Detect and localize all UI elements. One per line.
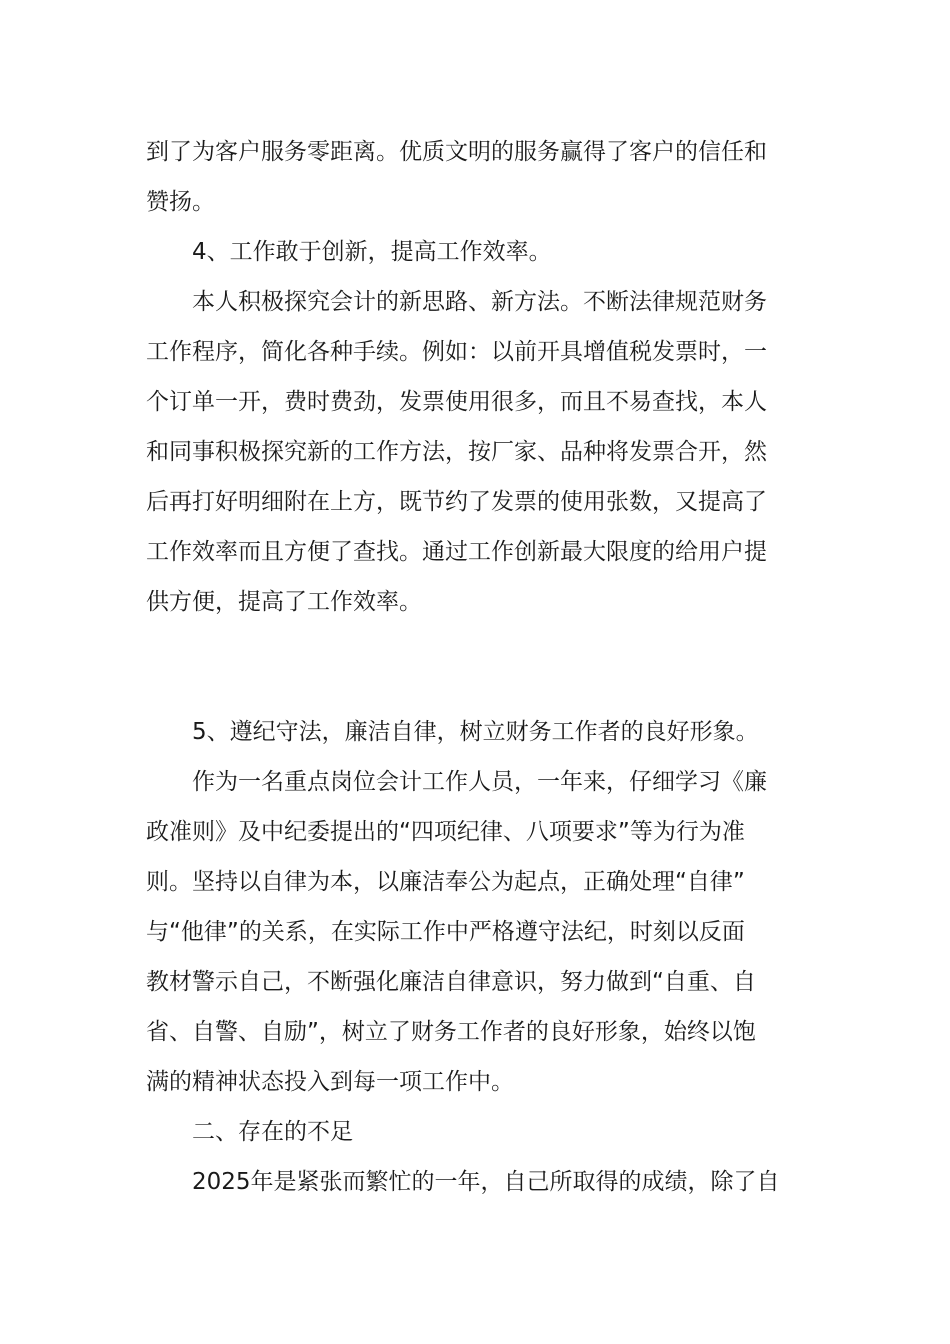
- text-block-lower: [146, 707, 806, 1207]
- text-line: 个订单一开，费时费劲，发票使用很多，而且不易查找，本人: [146, 389, 767, 415]
- text-line: 2025年是紧张而繁忙的一年，自己所取得的成绩，除了自: [192, 1169, 780, 1195]
- section-heading-2: 二、存在的不足: [192, 1119, 353, 1145]
- text-line: 到了为客户服务零距离。优质文明的服务赢得了客户的信任和: [146, 139, 767, 165]
- text-line: 则。坚持以自律为本，以廉洁奉公为起点，正确处理“自律”: [146, 869, 745, 895]
- text-line: 与“他律”的关系，在实际工作中严格遵守法纪，时刻以反面: [146, 919, 745, 945]
- text-block-upper: [146, 127, 806, 627]
- section-heading-4: 4、工作敢于创新，提高工作效率。: [192, 239, 552, 265]
- text-line: 和同事积极探究新的工作方法，按厂家、品种将发票合开，然: [146, 439, 767, 465]
- text-line: 作为一名重点岗位会计工作人员，一年来，仔细学习《廉: [192, 769, 767, 795]
- text-line: 工作程序，简化各种手续。例如：以前开具增值税发票时，一: [146, 339, 767, 365]
- text-line: 教材警示自己，不断强化廉洁自律意识，努力做到“自重、自: [146, 969, 756, 995]
- text-line: 本人积极探究会计的新思路、新方法。不断法律规范财务: [192, 289, 767, 315]
- text-line: 省、自警、自励”，树立了财务工作者的良好形象，始终以饱: [146, 1019, 756, 1045]
- text-line: 满的精神状态投入到每一项工作中。: [146, 1069, 514, 1095]
- text-line: 后再打好明细附在上方，既节约了发票的使用张数，又提高了: [146, 489, 767, 515]
- text-line: 政准则》及中纪委提出的“四项纪律、八项要求”等为行为准: [146, 819, 745, 845]
- text-line: 赞扬。: [146, 189, 215, 215]
- text-line: 供方便，提高了工作效率。: [146, 589, 422, 615]
- section-heading-5: 5、遵纪守法，廉洁自律，树立财务工作者的良好形象。: [192, 719, 759, 745]
- text-line: 工作效率而且方便了查找。通过工作创新最大限度的给用户提: [146, 539, 767, 565]
